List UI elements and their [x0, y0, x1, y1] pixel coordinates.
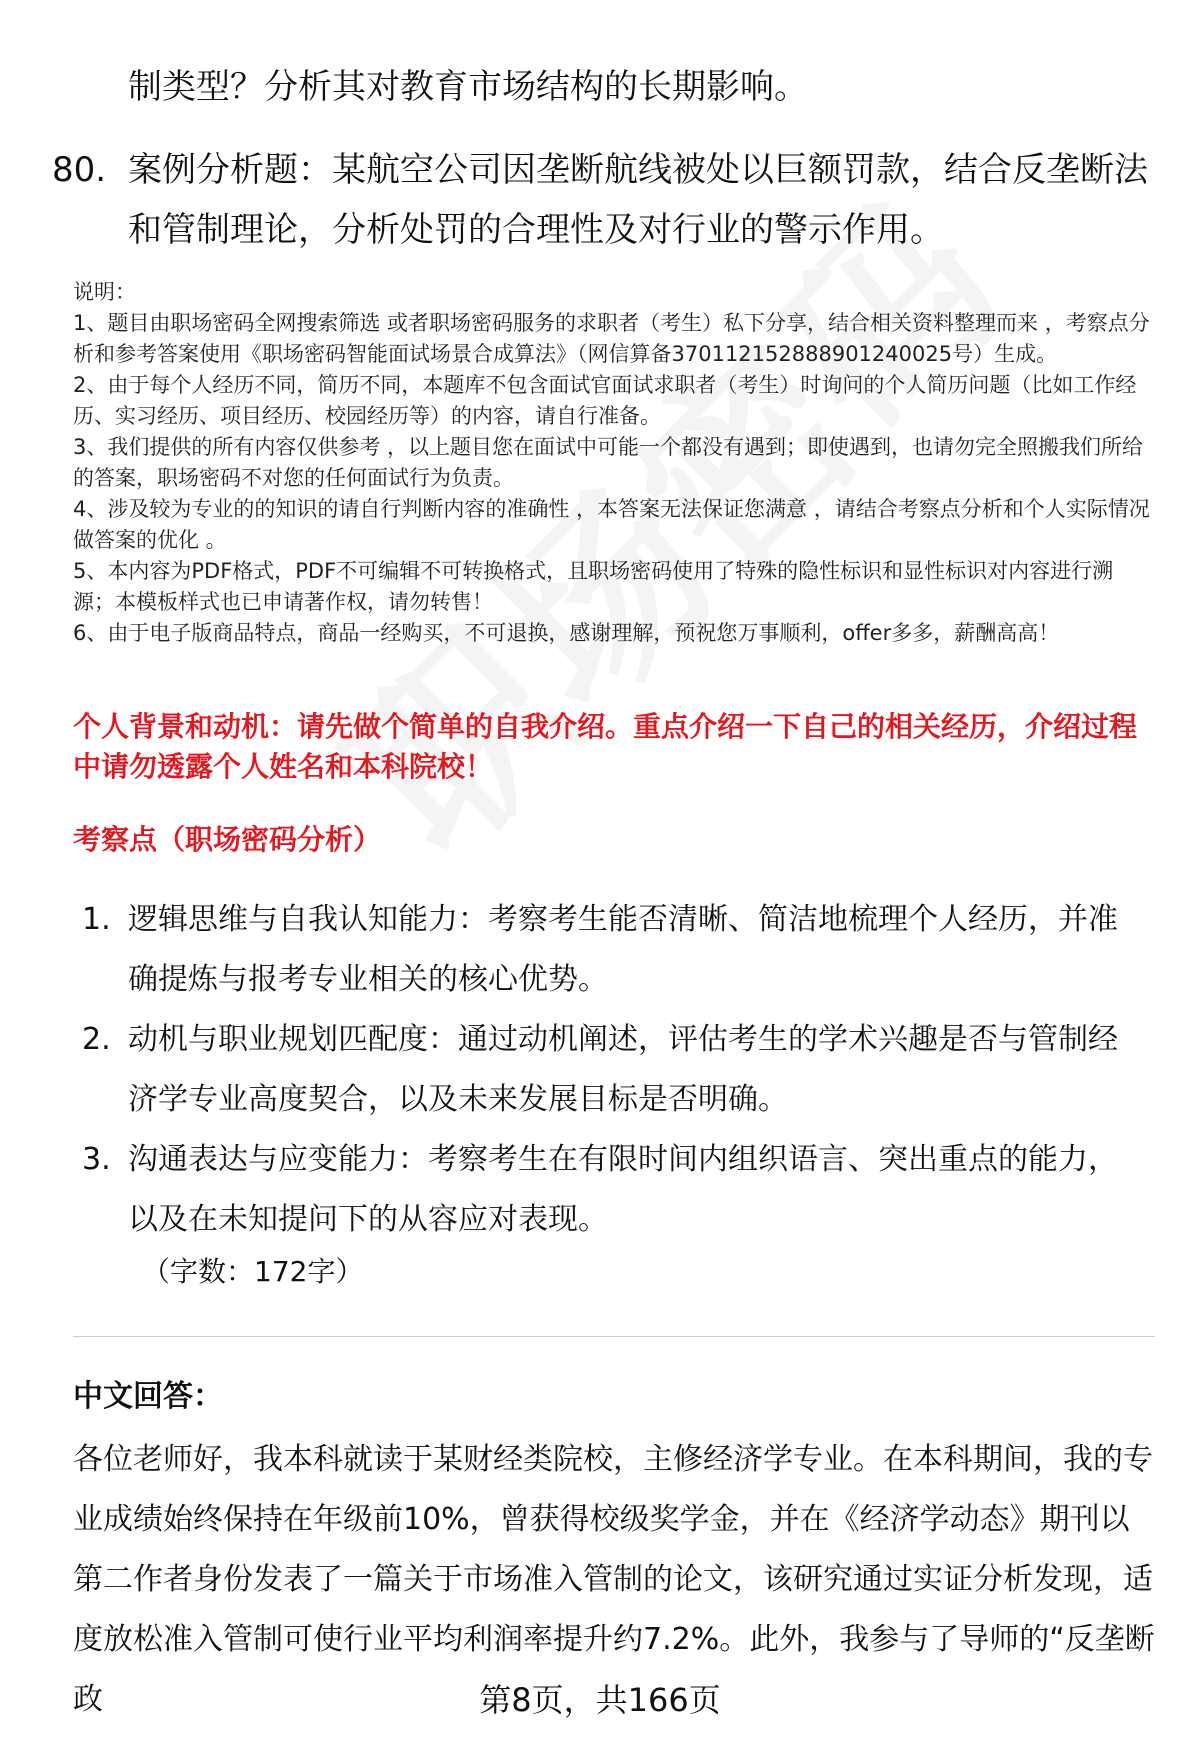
answer-body: 各位老师好，我本科就读于某财经类院校，主修经济学专业。在本科期间，我的专业成绩始终保持在年级前10%，曾获得校级奖学金，并在《经济学动态》期刊以第二作者身份发表了一篇关于市场准入管制的论文，该研究通过实证分析发现，适度放松准入管制可使行业平均利润率提升约7.2%。此外，我参与了导师的“反垄断政 [73, 1442, 1155, 1717]
analysis-point-text: 动机与职业规划匹配度：通过动机阐述，评估考生的学术兴趣是否与管制经济学专业高度契合，以及未来发展目标是否明确。 [128, 1022, 1118, 1117]
answer-heading: 中文回答： [73, 1379, 223, 1414]
section-divider [73, 1336, 1155, 1337]
analysis-points-list [82, 890, 1142, 1250]
notes-section [73, 277, 1153, 649]
note-item: 6、由于电子版商品特点，商品一经购买，不可退换，感谢理解，预祝您万事顺利，offer多多，薪酬高高！ [73, 621, 1060, 645]
question-number: 80. [52, 150, 107, 190]
word-count: （字数：172字） [142, 1255, 364, 1288]
notes-title: 说明： [73, 280, 136, 304]
analysis-point [82, 1010, 1142, 1130]
analysis-heading: 考察点（职场密码分析） [73, 823, 382, 856]
note-item: 4、涉及较为专业的的知识的请自行判断内容的准确性 ，本答案无法保证您满意 ，请结合考察点分析和个人实际情况做答案的优化 。 [73, 497, 1150, 552]
analysis-point [82, 1130, 1142, 1250]
question-text: 案例分析题：某航空公司因垄断航线被处以巨额罚款，结合反垄断法和管制理论，分析处罚的合理性及对行业的警示作用。 [128, 150, 1148, 250]
analysis-point-index: 3. [82, 1142, 111, 1177]
analysis-point-text: 逻辑思维与自我认知能力：考察考生能否清晰、简洁地梳理个人经历，并准确提炼与报考专业相关的核心优势。 [128, 902, 1118, 997]
analysis-point [82, 890, 1142, 1010]
note-item: 2、由于每个人经历不同，简历不同，本题库不包含面试官面试求职者（考生）时询问的个人简历问题（比如工作经历、实习经历、项目经历、校园经历等）的内容，请自行准备。 [73, 373, 1137, 428]
question-80 [52, 140, 1162, 260]
analysis-point-index: 1. [82, 902, 111, 937]
page-number: 第8页，共166页 [479, 1681, 721, 1719]
note-item: 3、我们提供的所有内容仅供参考 ，以上题目您在面试中可能一个都没有遇到；即使遇到，也请勿完全照搬我们所给的答案，职场密码不对您的任何面试行为负责。 [73, 435, 1144, 490]
note-item: 5、本内容为PDF格式，PDF不可编辑不可转换格式，且职场密码使用了特殊的隐性标识和显性标识对内容进行溯源；本模板样式也已申请著作权，请勿转售！ [73, 559, 1114, 614]
personal-background-heading: 个人背景和动机：请先做个简单的自我介绍。重点介绍一下自己的相关经历，介绍过程中请勿透露个人姓名和本科院校！ [73, 710, 1138, 783]
analysis-point-text: 沟通表达与应变能力：考察考生在有限时间内组织语言、突出重点的能力，以及在未知提问下的从容应对表现。 [128, 1142, 1118, 1237]
analysis-point-index: 2. [82, 1022, 111, 1057]
note-item: 1、题目由职场密码全网搜索筛选 或者职场密码服务的求职者（考生）私下分享，结合相关资料整理而来 ，考察点分析和参考答案使用《职场密码智能面试场景合成算法》（网信算备370112152888901240025号）生成。 [73, 311, 1150, 366]
question-continuation: 制类型？分析其对教育市场结构的长期影响。 [128, 67, 808, 107]
